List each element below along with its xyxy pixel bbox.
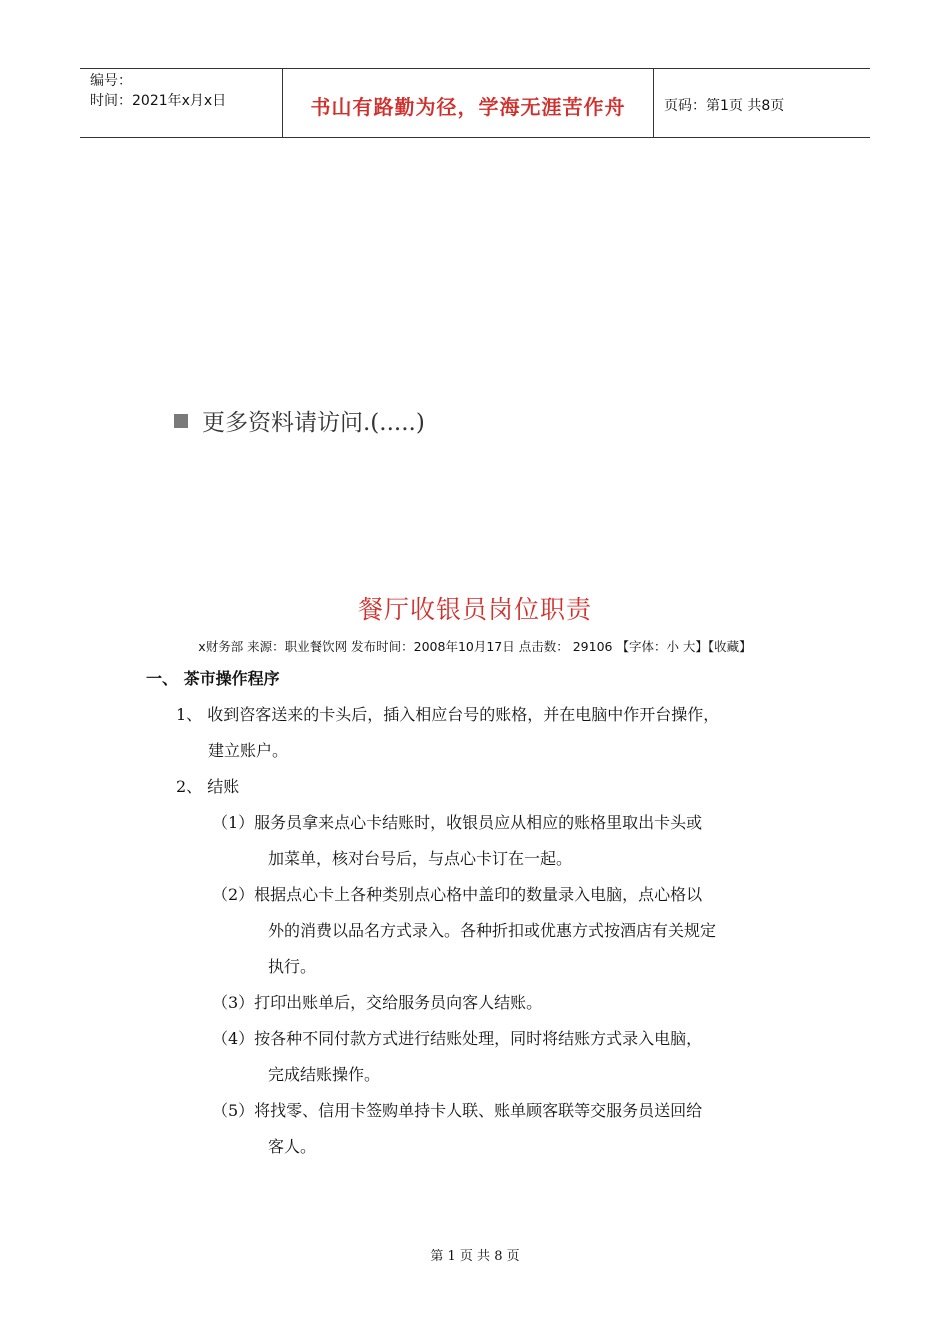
- promo-line: [174, 404, 425, 437]
- paragraph-line: 客人。: [268, 1137, 317, 1156]
- paragraph-line: （3）打印出账单后，交给服务员向客人结账。: [212, 993, 543, 1012]
- paragraph-line: （4）按各种不同付款方式进行结账处理，同时将结账方式录入电脑，: [212, 1029, 703, 1048]
- paragraph-line: 建立账户。: [208, 741, 289, 760]
- paragraph-line: 执行。: [268, 957, 317, 976]
- document-time-label: 时间：2021年x月x日: [90, 93, 227, 109]
- paragraph-line: 外的消费以品名方式录入。各种折扣或优惠方式按酒店有关规定: [268, 921, 717, 940]
- square-bullet-icon: [174, 414, 188, 428]
- paragraph-line: （1）服务员拿来点心卡结账时，收银员应从相应的账格里取出卡头或: [212, 813, 703, 832]
- document-number-label: 编号：: [90, 73, 132, 89]
- promo-text: 更多资料请访问.(.....): [202, 410, 425, 436]
- page-footer: 第 1 页 共 8 页: [430, 1249, 520, 1264]
- header-page-info: 页码：第1页 共8页: [664, 98, 785, 114]
- article-meta: x财务部 来源：职业餐饮网 发布时间：2008年10月17日 点击数： 29106 【字体：小 大】【收藏】: [198, 639, 752, 654]
- article-title: 餐厅收银员岗位职责: [357, 595, 592, 624]
- paragraph-line: （2）根据点心卡上各种类别点心格中盖印的数量录入电脑，点心格以: [212, 885, 703, 904]
- paragraph-line: （5）将找零、信用卡签购单持卡人联、账单顾客联等交服务员送回给: [212, 1101, 703, 1120]
- document-header: [80, 68, 870, 138]
- section-heading: 一、 茶市操作程序: [146, 669, 280, 688]
- paragraph-line: 2、 结账: [176, 777, 240, 796]
- header-motto: 书山有路勤为径，学海无涯苦作舟: [282, 69, 654, 137]
- paragraph-line: 1、 收到咨客送来的卡头后，插入相应台号的账格，并在电脑中作开台操作，: [176, 705, 720, 724]
- paragraph-line: 加菜单，核对台号后，与点心卡订在一起。: [268, 849, 573, 868]
- header-left-cell: [80, 69, 282, 137]
- paragraph-line: 完成结账操作。: [268, 1065, 381, 1084]
